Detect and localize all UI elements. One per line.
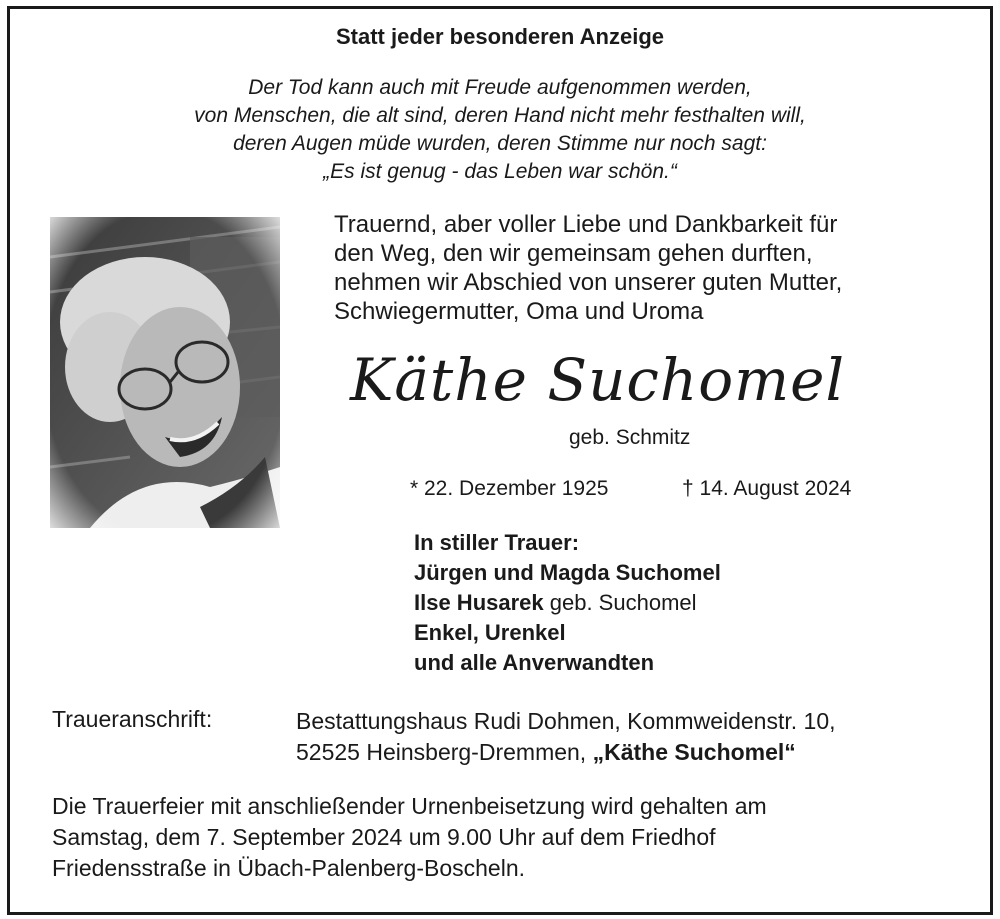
- address-block: [296, 706, 836, 768]
- mourner-name: Ilse Husarek: [414, 590, 544, 615]
- address-line: [296, 737, 836, 768]
- intro-line: Schwiegermutter, Oma und Uroma: [334, 298, 704, 325]
- mourner-line: und alle Anverwandten: [414, 650, 655, 675]
- mourner-line: [414, 588, 721, 618]
- birth-date: * 22. Dezember 1925: [410, 477, 609, 500]
- service-line: Friedensstraße in Übach-Palenberg-Boscheln.: [52, 855, 526, 881]
- address-line: Bestattungshaus Rudi Dohmen, Kommweidenstr. 10,: [296, 708, 836, 734]
- mourner-line: Jürgen und Magda Suchomel: [414, 560, 721, 585]
- mourners-list: [414, 528, 721, 678]
- service-line: Die Trauerfeier mit anschließender Urnenbeisetzung wird gehalten am: [52, 793, 767, 819]
- intro-line: Trauernd, aber voller Liebe und Dankbarkeit für: [334, 211, 838, 238]
- poem-line: deren Augen müde wurden, deren Stimme nur noch sagt:: [233, 132, 767, 155]
- mourner-maiden: geb. Suchomel: [543, 590, 697, 615]
- deceased-name: Käthe Suchomel: [350, 346, 846, 414]
- poem: [0, 74, 1000, 186]
- maiden-name: geb. Schmitz: [569, 426, 691, 449]
- portrait-photo: [50, 217, 280, 528]
- address-city: 52525 Heinsberg-Dremmen,: [296, 739, 593, 765]
- intro-line: den Weg, den wir gemeinsam gehen durften,: [334, 240, 813, 267]
- intro-text: [334, 210, 842, 326]
- poem-line: „Es ist genug - das Leben war schön.“: [323, 160, 677, 183]
- mourners-heading: In stiller Trauer:: [414, 530, 580, 555]
- service-info: [52, 791, 767, 884]
- intro-line: nehmen wir Abschied von unserer guten Mutter,: [334, 269, 843, 296]
- poem-line: von Menschen, die alt sind, deren Hand nicht mehr festhalten will,: [194, 104, 806, 127]
- poem-line: Der Tod kann auch mit Freude aufgenommen werden,: [248, 76, 752, 99]
- death-date: † 14. August 2024: [682, 477, 852, 500]
- address-label: Traueranschrift:: [52, 706, 213, 732]
- address-reference: „Käthe Suchomel“: [592, 739, 796, 765]
- service-line: Samstag, dem 7. September 2024 um 9.00 Uhr auf dem Friedhof: [52, 824, 716, 850]
- mourner-line: Enkel, Urenkel: [414, 620, 566, 645]
- notice-header: Statt jeder besonderen Anzeige: [335, 24, 665, 49]
